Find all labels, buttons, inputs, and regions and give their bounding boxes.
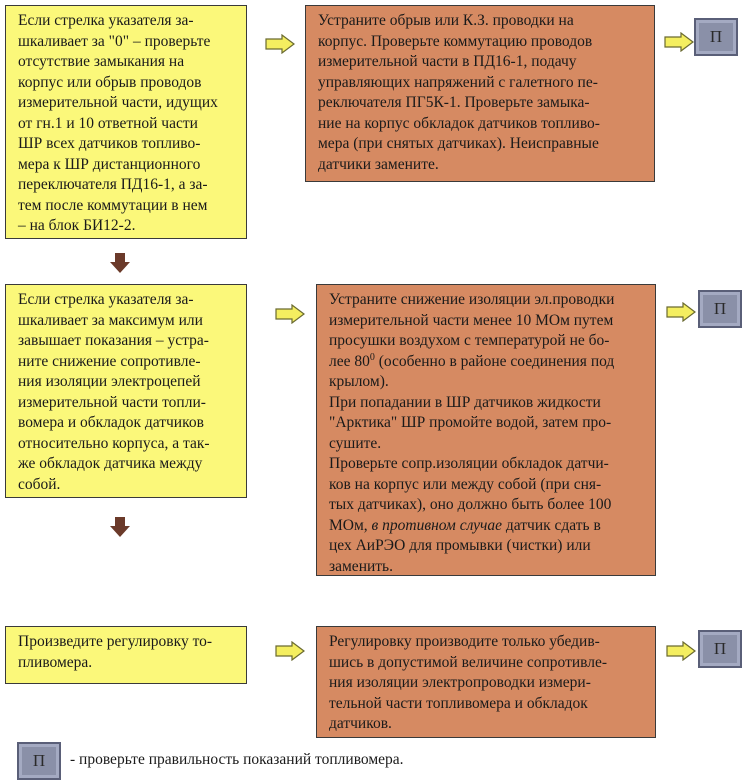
text-line: – на блок БИ12-2. (18, 217, 136, 234)
text-line: тельной части топливомера и обкладок (329, 694, 588, 712)
legend-marker-label: П (32, 751, 46, 770)
text-line: датчики замените. (318, 155, 439, 173)
step-2-action-text: Устраните снижение изоляции эл.проводки измерительной части менее 10 МОм путем просушки воздухом с температурой не бо- лее $80^0$ (особенно в районе соединения под крылом). При попадании в ШР датчиков жидкости "Арктика" ШР промойте водой, затем про- сушите. Проверьте сопр.изоляции обкладок датчи- ков на корпус или между собой (при сня- тых датчиках), оно должно быть более 100 МОм, в противном случае датчик сдать в цех АиРЭО для промывки (чистки) или заменить. (329, 290, 645, 577)
text-line: ШР всех датчиков топливо- (18, 135, 201, 152)
down-arrow-icon (109, 516, 131, 538)
text-line: ния изоляции электроцепей (18, 373, 201, 390)
text-line: Регулировку производите только убедив- (329, 633, 600, 650)
text-line: просушки воздухом с температурой не бо- (329, 332, 610, 349)
text-line: тых датчиках), оно должно быть более 100 (329, 496, 612, 513)
text-line: шкаливает за максимум или (18, 311, 203, 329)
check-reading-marker (694, 18, 738, 56)
text-line: реключателя ПГ5К-1. Проверьте замыка- (318, 94, 590, 111)
step-3-action (316, 626, 656, 738)
step-1-condition (5, 5, 247, 239)
text-line: корпус или обрыв проводов (18, 73, 202, 91)
step-3-condition (5, 626, 247, 684)
down-arrow-icon (109, 252, 131, 274)
check-reading-marker (698, 290, 742, 328)
step-3-condition-text (18, 632, 236, 673)
text-line: мера к ШР дистанционного (18, 155, 201, 173)
step-2-condition (5, 284, 247, 498)
text-line: заменить. (329, 557, 393, 575)
text-line: Если стрелка указателя за- (18, 291, 194, 308)
right-arrow-icon (265, 34, 295, 54)
text-line: Устраните обрыв или К.З. проводки на (318, 12, 574, 29)
step-2-condition-text (18, 290, 236, 495)
text-line: Если стрелка указателя за- (18, 12, 194, 29)
text-line: шись в допустимой величине сопротивле- (329, 653, 608, 671)
right-arrow-icon (275, 304, 305, 324)
text-line: измерительной части менее 10 МОм путем (329, 311, 614, 329)
text-line: пливомера. (18, 653, 93, 671)
step-3-action-text (329, 632, 645, 735)
right-arrow-icon (275, 641, 305, 661)
right-arrow-icon (666, 302, 696, 322)
step-1-action (305, 5, 655, 182)
text-line: измерительной части в ПД16-1, подачу (318, 53, 577, 70)
text-line: относительно корпуса, а так- (18, 434, 210, 452)
text-line: ните снижение сопротивле- (18, 352, 201, 370)
text-line: Произведите регулировку то- (18, 633, 213, 650)
text-line: ние на корпус обкладок датчиков топливо- (318, 114, 600, 132)
text-line: мера (при снятых датчиках). Неисправные (318, 135, 599, 152)
check-reading-marker-label: П (709, 27, 723, 46)
check-reading-marker (698, 630, 742, 668)
text-line: датчиков. (329, 715, 392, 732)
text-line: цех АиРЭО для промывки (чистки) или (329, 537, 591, 554)
step-2-action (316, 284, 656, 576)
check-reading-marker-label: П (713, 299, 727, 318)
text-line: от гн.1 и 10 ответной части (18, 114, 198, 132)
text-line: Устраните снижение изоляции эл.проводки (329, 291, 615, 308)
text-line: же обкладок датчика между (18, 455, 203, 472)
legend-marker (17, 742, 61, 780)
text-line: Проверьте сопр.изоляции обкладок датчи- (329, 455, 609, 472)
text-line: измерительной части топли- (18, 393, 206, 411)
text-line: сушите. (329, 434, 382, 452)
text-line: измерительной части, идущих (18, 94, 218, 111)
check-reading-marker-label: П (713, 639, 727, 658)
text-line: шкаливает за "0" – проверьте (18, 32, 211, 50)
text-line: ния изоляции электропроводки измери- (329, 674, 591, 691)
text-line: тем после коммутации в нем (18, 196, 208, 214)
legend-text: - проверьте правильность показаний топливомера. (70, 751, 404, 768)
text-line: "Арктика" ШР промойте водой, затем про- (329, 414, 612, 431)
text-line: завышает показания – устра- (18, 332, 209, 349)
text-line: собой. (18, 475, 61, 493)
right-arrow-icon (666, 641, 696, 661)
text-line: отсутствие замыкания на (18, 53, 185, 70)
text-line: управляющих напряжений с галетного пе- (318, 73, 598, 91)
step-1-action-text (318, 11, 644, 175)
text-line: корпус. Проверьте коммутацию проводов (318, 32, 593, 50)
text-line: При попадании в ШР датчиков жидкости (329, 393, 601, 411)
text-line: переключателя ПД16-1, а за- (18, 176, 208, 193)
text-line: вомера и обкладок датчиков (18, 414, 204, 431)
step-1-condition-text (18, 11, 236, 237)
text-line: ков на корпус или между собой (при сня- (329, 475, 602, 493)
right-arrow-icon (664, 32, 694, 52)
